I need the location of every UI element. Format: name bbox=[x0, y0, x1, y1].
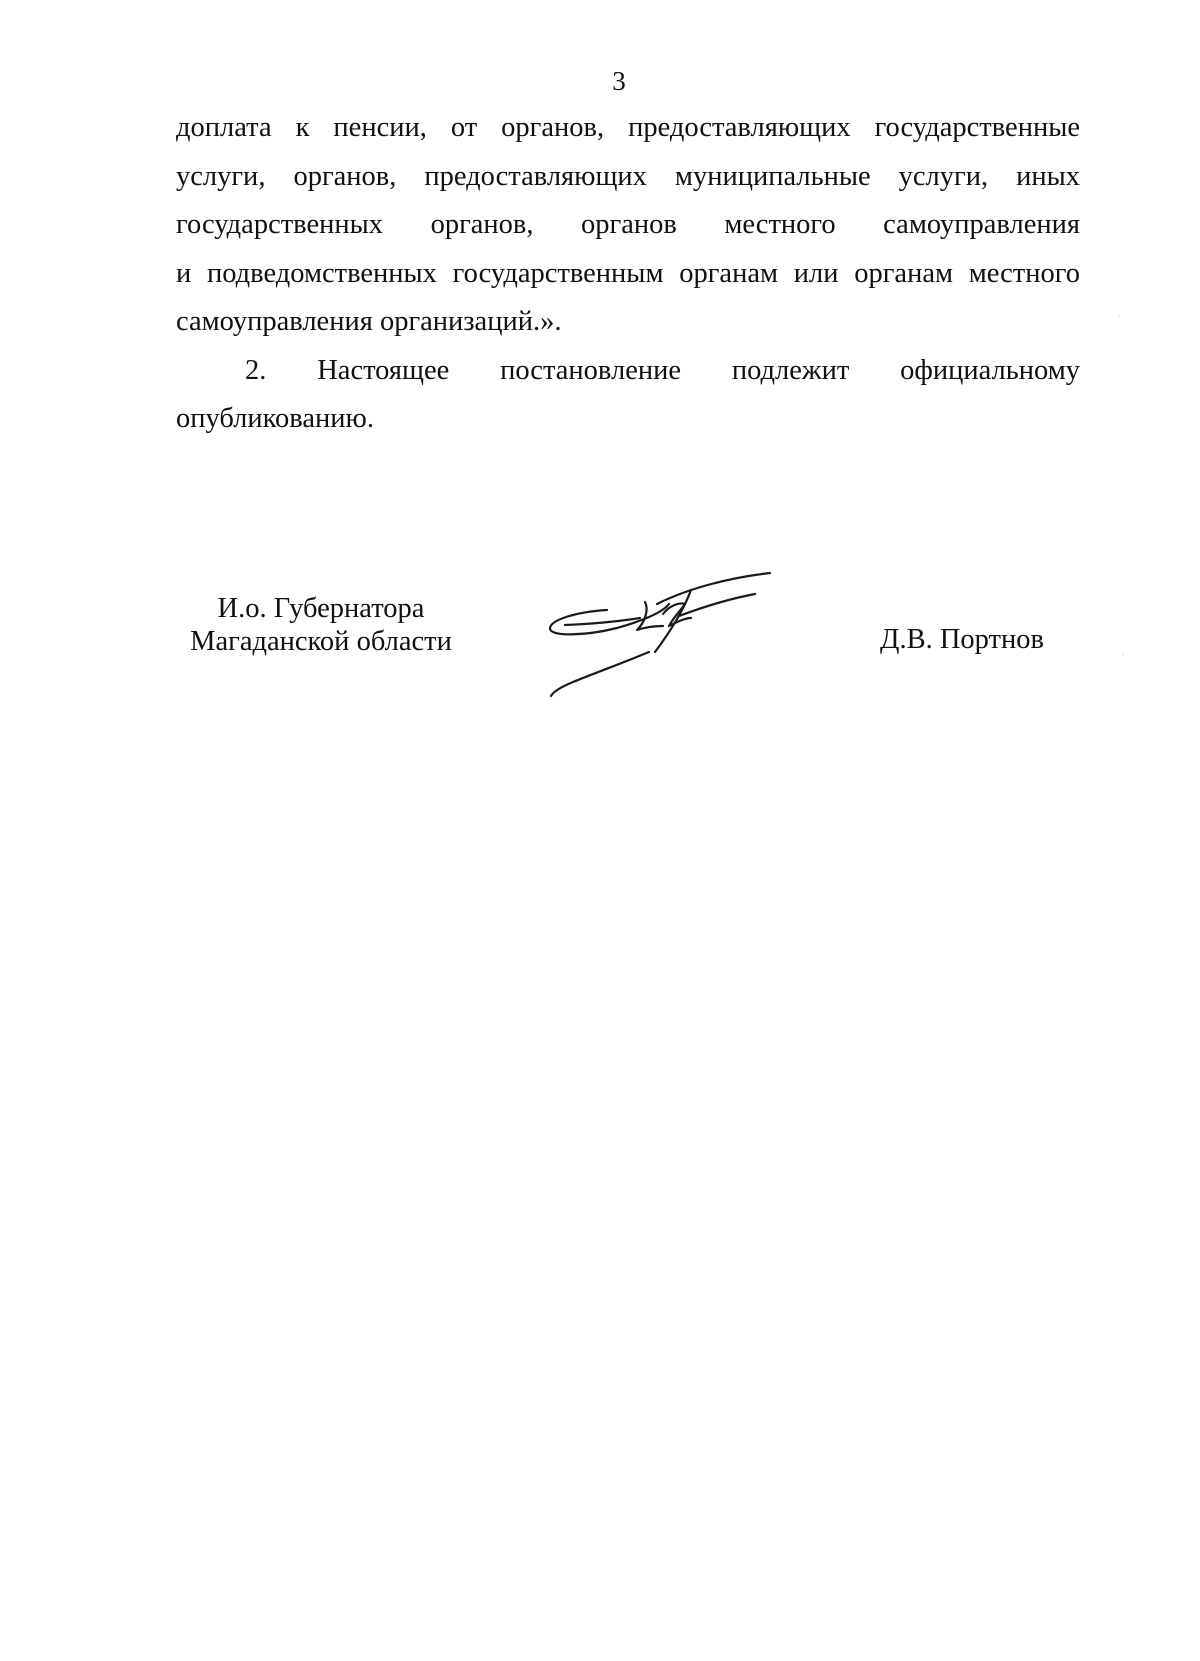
paragraph-item-2 bbox=[176, 347, 1080, 444]
text-line: и подведомственных государственным органам или органам местного bbox=[176, 257, 1080, 289]
document-body bbox=[176, 104, 1080, 444]
text-line: опубликованию. bbox=[176, 403, 374, 434]
signatory-position bbox=[166, 592, 476, 658]
text-line: самоуправления организаций.». bbox=[176, 306, 562, 337]
text-line: государственных органов, органов местного самоуправления bbox=[176, 209, 1080, 240]
handwritten-signature bbox=[545, 570, 820, 715]
paragraph-continuation bbox=[176, 104, 1080, 347]
text-line: доплата к пенсии, от органов, предоставляющих государственные bbox=[176, 112, 1080, 143]
scan-speck bbox=[1118, 316, 1120, 317]
signatory-position-line: Магаданской области bbox=[190, 626, 452, 657]
page-number: 3 bbox=[612, 66, 626, 96]
text-line: услуги, органов, предоставляющих муниципальные услуги, иных bbox=[176, 160, 1080, 192]
signatory-position-line: И.о. Губернатора bbox=[217, 593, 425, 624]
scan-speck bbox=[1122, 654, 1124, 655]
signatory-name: Д.В. Портнов bbox=[880, 624, 1044, 655]
text-line: 2. Настоящее постановление подлежит официальному bbox=[245, 354, 1080, 386]
